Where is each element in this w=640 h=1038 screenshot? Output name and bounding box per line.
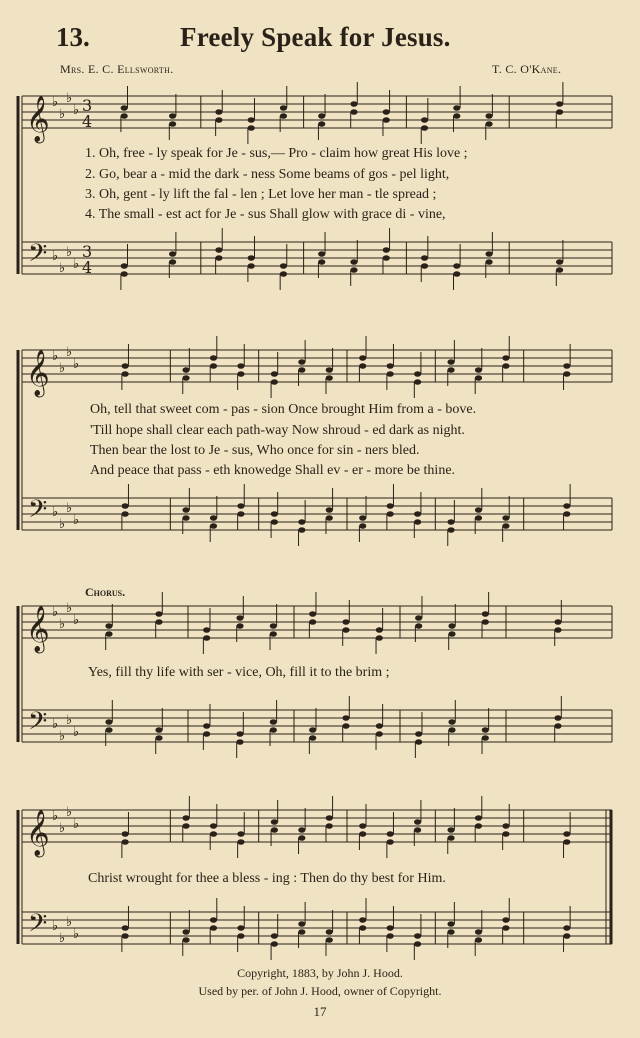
system-2-treble-note <box>502 363 509 369</box>
system-2-treble-note <box>271 379 278 385</box>
system-3-bass-note <box>448 719 455 725</box>
system-1-treble-note <box>350 101 357 107</box>
system-4-treble-note <box>182 815 189 821</box>
system-4-bass-note <box>502 925 509 931</box>
system-4-bass-note <box>237 925 244 931</box>
system-1-bass-note <box>453 271 460 277</box>
system-1-treble-note <box>556 101 563 107</box>
system-4-bass-note <box>326 929 333 935</box>
system-3-treble-note <box>376 635 383 641</box>
system-1-bass-note <box>485 259 492 265</box>
system-2-treble-clef: 𝄞 <box>26 350 50 396</box>
system-2-treble-note <box>271 371 278 377</box>
system-3-treble-note <box>309 611 316 617</box>
system-4-bass-note <box>359 925 366 931</box>
system-1-treble-note <box>318 113 325 119</box>
system-4-treble-note <box>563 831 570 837</box>
system-3-bass-note <box>309 727 316 733</box>
system-1-treble-note <box>421 125 428 131</box>
system-4-treble-note <box>414 819 421 825</box>
system-4-key-flat: ♭ <box>59 931 66 946</box>
system-1-treble-note <box>383 109 390 115</box>
system-4-bass-note <box>475 929 482 935</box>
system-4-treble-note <box>298 835 305 841</box>
system-1-treble-clef: 𝄞 <box>26 96 50 142</box>
system-4-bass-note <box>271 941 278 947</box>
system-4-key-flat: ♭ <box>52 919 59 934</box>
system-2-treble-note <box>387 371 394 377</box>
system-1-bass-note <box>485 251 492 257</box>
system-4-bass-note <box>359 917 366 923</box>
system-1-treble-note <box>318 121 325 127</box>
system-4-treble-note <box>447 827 454 833</box>
system-4-bass-note <box>387 933 394 939</box>
system-4-bass-note <box>298 929 305 935</box>
system-3-bass-note <box>415 731 422 737</box>
system-3-bass-note <box>342 715 349 721</box>
system-2-bass-note <box>237 503 244 509</box>
system-3-bass-note <box>236 731 243 737</box>
system-3-treble-note <box>342 627 349 633</box>
system-4-treble-note <box>182 823 189 829</box>
system-3-bass-note <box>236 739 243 745</box>
system-4-bass-note <box>210 925 217 931</box>
permission-notice: Used by per. of John J. Hood, owner of Copyright. <box>198 984 442 998</box>
system-4-treble-note <box>502 823 509 829</box>
system-4-bass-note <box>122 925 129 931</box>
system-2-bass-note <box>414 511 421 517</box>
system-3-treble-note <box>415 615 422 621</box>
system-3-treble-note <box>270 631 277 637</box>
system-4-treble-note <box>237 839 244 845</box>
system-2-bass-note <box>447 527 454 533</box>
system-2-treble-note <box>122 363 129 369</box>
system-2-bass-note <box>122 503 129 509</box>
system-2-bass-note <box>326 507 333 513</box>
system-4-key-flat: ♭ <box>66 915 73 930</box>
system-3-treble-note <box>376 627 383 633</box>
system-2-bass-note <box>182 515 189 521</box>
system-2-key-flat: ♭ <box>73 357 80 372</box>
system-2-treble-note <box>122 371 129 377</box>
system-2-key-flat: ♭ <box>59 361 66 376</box>
system-1-treble-note <box>453 113 460 119</box>
system-3-bass-note <box>448 727 455 733</box>
system-4-bass-note <box>475 937 482 943</box>
system-4-bass-note <box>237 933 244 939</box>
system-3-treble-note <box>415 623 422 629</box>
system-1-treble-note <box>121 105 128 111</box>
system-1-treble-note <box>556 109 563 115</box>
system-1-treble-note <box>453 105 460 111</box>
system-4-bass-note <box>182 937 189 943</box>
system-1-key-flat: ♭ <box>52 95 59 110</box>
system-2-treble-note <box>447 359 454 365</box>
system-3-key-flat: ♭ <box>73 725 80 740</box>
system-4-treble-note <box>414 827 421 833</box>
system-4-treble-note <box>475 815 482 821</box>
system-1-treble-note <box>421 117 428 123</box>
system-2-bass-note <box>563 503 570 509</box>
system-1-bass-note <box>318 251 325 257</box>
system-1-bass-note <box>248 263 255 269</box>
system-3-treble-note <box>236 615 243 621</box>
system-3-bass-note <box>376 723 383 729</box>
system-3-bass-note <box>376 731 383 737</box>
system-1-bass-note <box>383 247 390 253</box>
system-3-treble-note <box>554 619 561 625</box>
system-1-bass-note <box>350 259 357 265</box>
system-2-treble-note <box>182 367 189 373</box>
system-4-treble-note <box>326 823 333 829</box>
system-4-treble-note <box>237 831 244 837</box>
system-2-treble-note <box>359 363 366 369</box>
system-4-treble-clef: 𝄞 <box>26 810 50 856</box>
system-2-bass-note <box>326 515 333 521</box>
system-1-bass-note <box>169 251 176 257</box>
system-4-treble-note <box>271 819 278 825</box>
system-3-bass-clef: 𝄢 <box>28 707 48 742</box>
system-3-bass-note <box>105 719 112 725</box>
system-4-treble-note <box>122 839 129 845</box>
system-3-bass-note <box>309 735 316 741</box>
system-3-treble-note <box>155 611 162 617</box>
system-1-treble-note <box>169 113 176 119</box>
system-4-bass-note <box>326 937 333 943</box>
system-4-bass-note <box>210 917 217 923</box>
system-1-bass-note <box>453 263 460 269</box>
system-2-bass-note <box>271 519 278 525</box>
system-2-bass-note <box>502 523 509 529</box>
system-3-bass-note <box>203 731 210 737</box>
system-1-key-flat: ♭ <box>66 245 73 260</box>
system-3-key-flat: ♭ <box>66 713 73 728</box>
system-2-bass-note <box>122 511 129 517</box>
verse-2-line-2: 'Till hope shall clear each path-way Now shroud - ed dark as night. <box>90 423 465 438</box>
system-2-bass-note <box>387 511 394 517</box>
system-2-bass-note <box>475 507 482 513</box>
system-2-treble-note <box>359 355 366 361</box>
system-2-bass-note <box>298 527 305 533</box>
system-4-bass-note <box>182 929 189 935</box>
system-1-treble-note <box>280 113 287 119</box>
system-2-treble-note <box>502 355 509 361</box>
verse-3-line-1: 3. Oh, gent - ly lift the fal - len ; Let love her man - tle spread ; <box>85 187 437 202</box>
system-2-bass-note <box>563 511 570 517</box>
system-3-key-flat: ♭ <box>59 729 66 744</box>
system-3-key-flat: ♭ <box>52 605 59 620</box>
verse-4-line-2: And peace that pass - eth knowedge Shall ev - er - more be thine. <box>90 463 456 478</box>
system-4-bass-note <box>387 925 394 931</box>
verse-4-line-1: 4. The small - est act for Je - sus Shall glow with grace di - vine, <box>85 207 446 222</box>
system-4-treble-note <box>271 827 278 833</box>
system-4-treble-note <box>326 815 333 821</box>
system-2-bass-note <box>182 507 189 513</box>
system-4-treble-note <box>387 831 394 837</box>
system-3-treble-clef: 𝄞 <box>26 606 50 652</box>
page-number: 17 <box>313 1004 327 1019</box>
system-4-treble-note <box>563 839 570 845</box>
system-1-bass-note <box>280 271 287 277</box>
system-1-key-flat: ♭ <box>73 103 80 118</box>
system-1-treble-note <box>215 109 222 115</box>
system-3-treble-note <box>203 627 210 633</box>
system-2-bass-note <box>210 515 217 521</box>
system-1-bass-note <box>383 255 390 261</box>
system-2-bass-note <box>359 515 366 521</box>
system-3-key-flat: ♭ <box>73 613 80 628</box>
system-2-key-flat: ♭ <box>66 345 73 360</box>
system-4-treble-note <box>359 823 366 829</box>
system-2-treble-note <box>210 355 217 361</box>
system-2-treble-note <box>447 367 454 373</box>
system-1-key-flat: ♭ <box>52 249 59 264</box>
system-2-bass-note <box>271 511 278 517</box>
verse-2-line-1: 2. Go, bear a - mid the dark - ness Some beams of gos - pel light, <box>85 167 450 182</box>
system-4-treble-note <box>387 839 394 845</box>
system-4-bass-note <box>563 933 570 939</box>
system-3-treble-note <box>309 619 316 625</box>
system-2-bass-note <box>387 503 394 509</box>
system-1-treble-note <box>280 105 287 111</box>
system-3-treble-note <box>448 623 455 629</box>
system-1-bass-note <box>169 259 176 265</box>
system-1-treble-note <box>383 117 390 123</box>
system-3-treble-note <box>270 623 277 629</box>
system-4-key-flat: ♭ <box>52 809 59 824</box>
system-3-bass-note <box>482 735 489 741</box>
chorus-line-1: Yes, fill thy life with ser - vice, Oh, fill it to the brim ; <box>88 665 390 680</box>
system-2-key-flat: ♭ <box>59 517 66 532</box>
system-2-key-flat: ♭ <box>66 501 73 516</box>
system-1-bass-note <box>215 255 222 261</box>
system-2-key-flat: ♭ <box>52 505 59 520</box>
system-4-bass-note <box>447 929 454 935</box>
composer-credit: T. C. O'Kane. <box>492 62 562 76</box>
system-2-bass-note <box>237 511 244 517</box>
system-2-treble-note <box>298 367 305 373</box>
system-3-treble-note <box>482 611 489 617</box>
system-2-treble-note <box>475 367 482 373</box>
system-3-bass-note <box>203 723 210 729</box>
system-4-treble-note <box>502 831 509 837</box>
system-2-treble-note <box>326 367 333 373</box>
system-4-treble-note <box>475 823 482 829</box>
system-4-treble-note <box>210 831 217 837</box>
system-1-time-signature: 4 <box>82 112 93 131</box>
system-4-bass-note <box>502 917 509 923</box>
system-2-treble-note <box>475 375 482 381</box>
system-1-treble-note <box>248 117 255 123</box>
system-1-bass-note <box>121 271 128 277</box>
system-3-treble-note <box>342 619 349 625</box>
system-2-treble-note <box>298 359 305 365</box>
system-4-bass-note <box>271 933 278 939</box>
hymn-title: Freely Speak for Jesus. <box>180 22 451 52</box>
system-1-treble-note <box>485 113 492 119</box>
system-1-time-signature: 3 <box>82 242 93 261</box>
system-2-treble-note <box>563 363 570 369</box>
system-1-treble-note <box>248 125 255 131</box>
system-2-treble-note <box>237 371 244 377</box>
system-4-key-flat: ♭ <box>66 805 73 820</box>
system-1-treble-note <box>121 113 128 119</box>
system-1-bass-note <box>215 247 222 253</box>
system-2-treble-note <box>237 363 244 369</box>
system-4-bass-clef: 𝄢 <box>28 909 48 944</box>
system-3-treble-note <box>236 623 243 629</box>
system-4-bass-note <box>122 933 129 939</box>
system-4-bass-note <box>447 921 454 927</box>
system-1-bass-note <box>556 267 563 273</box>
system-4-bass-note <box>414 941 421 947</box>
system-1-key-flat: ♭ <box>59 261 66 276</box>
system-2-bass-note <box>298 519 305 525</box>
system-1-bass-note <box>421 255 428 261</box>
system-2-bass-note <box>414 519 421 525</box>
system-3-bass-note <box>105 727 112 733</box>
system-4-key-flat: ♭ <box>73 817 80 832</box>
system-2-treble-note <box>414 379 421 385</box>
system-3-bass-note <box>342 723 349 729</box>
system-3-key-flat: ♭ <box>52 717 59 732</box>
system-3-bass-note <box>155 735 162 741</box>
verse-1-line-2: Oh, tell that sweet com - pas - sion Once brought Him from a - bove. <box>90 402 477 417</box>
system-3-bass-note <box>554 723 561 729</box>
system-3-key-flat: ♭ <box>66 601 73 616</box>
system-1-bass-note <box>318 259 325 265</box>
system-3-treble-note <box>105 631 112 637</box>
system-3-treble-note <box>105 623 112 629</box>
copyright-notice: Copyright, 1883, by John J. Hood. <box>237 966 403 980</box>
system-2-bass-note <box>502 515 509 521</box>
system-3-bass-note <box>155 727 162 733</box>
system-1-bass-note <box>421 263 428 269</box>
system-4-key-flat: ♭ <box>59 821 66 836</box>
verse-1-line-1: 1. Oh, free - ly speak for Je - sus,— Pro - claim how great His love ; <box>85 146 468 161</box>
system-2-key-flat: ♭ <box>73 513 80 528</box>
system-1-bass-note <box>556 259 563 265</box>
system-3-treble-note <box>155 619 162 625</box>
chorus-label: Chorus. <box>85 585 126 599</box>
system-3-treble-note <box>203 635 210 641</box>
system-3-treble-note <box>448 631 455 637</box>
system-3-bass-note <box>554 715 561 721</box>
system-2-bass-note <box>210 523 217 529</box>
system-4-treble-note <box>298 827 305 833</box>
system-1-key-flat: ♭ <box>66 91 73 106</box>
hymn-number: 13. <box>56 22 90 52</box>
system-2-bass-note <box>447 519 454 525</box>
system-4-bass-note <box>298 921 305 927</box>
system-4-treble-note <box>210 823 217 829</box>
system-2-treble-note <box>210 363 217 369</box>
system-3-key-flat: ♭ <box>59 617 66 632</box>
verse-3-line-2: Then bear the lost to Je - sus, Who once for sin - ners bled. <box>90 443 420 458</box>
system-1-treble-note <box>169 121 176 127</box>
system-2-treble-note <box>326 375 333 381</box>
system-4-key-flat: ♭ <box>73 927 80 942</box>
system-4-bass-note <box>563 925 570 931</box>
system-4-treble-note <box>122 831 129 837</box>
system-2-bass-clef: 𝄢 <box>28 495 48 530</box>
system-2-treble-note <box>563 371 570 377</box>
system-2-treble-note <box>414 371 421 377</box>
author-credit: Mrs. E. C. Ellsworth. <box>60 62 174 76</box>
system-3-bass-note <box>270 727 277 733</box>
system-3-bass-note <box>415 739 422 745</box>
chorus-line-2: Christ wrought for thee a bless - ing : Then do thy best for Him. <box>88 871 446 886</box>
system-4-treble-note <box>447 835 454 841</box>
system-4-bass-note <box>414 933 421 939</box>
system-4-treble-note <box>359 831 366 837</box>
system-1-bass-note <box>121 263 128 269</box>
system-2-treble-note <box>387 363 394 369</box>
system-2-bass-note <box>359 523 366 529</box>
system-2-bass-note <box>475 515 482 521</box>
system-1-time-signature: 3 <box>82 96 93 115</box>
system-1-bass-note <box>350 267 357 273</box>
system-2-treble-note <box>182 375 189 381</box>
system-1-treble-note <box>215 117 222 123</box>
system-1-treble-note <box>485 121 492 127</box>
system-1-treble-note <box>350 109 357 115</box>
system-3-treble-note <box>554 627 561 633</box>
system-1-key-flat: ♭ <box>59 107 66 122</box>
system-1-bass-note <box>280 263 287 269</box>
system-1-time-signature: 4 <box>82 258 93 277</box>
system-1-key-flat: ♭ <box>73 257 80 272</box>
system-3-bass-note <box>270 719 277 725</box>
system-3-treble-note <box>482 619 489 625</box>
system-1-bass-note <box>248 255 255 261</box>
system-2-key-flat: ♭ <box>52 349 59 364</box>
system-1-bass-clef: 𝄢 <box>28 239 48 274</box>
system-3-bass-note <box>482 727 489 733</box>
